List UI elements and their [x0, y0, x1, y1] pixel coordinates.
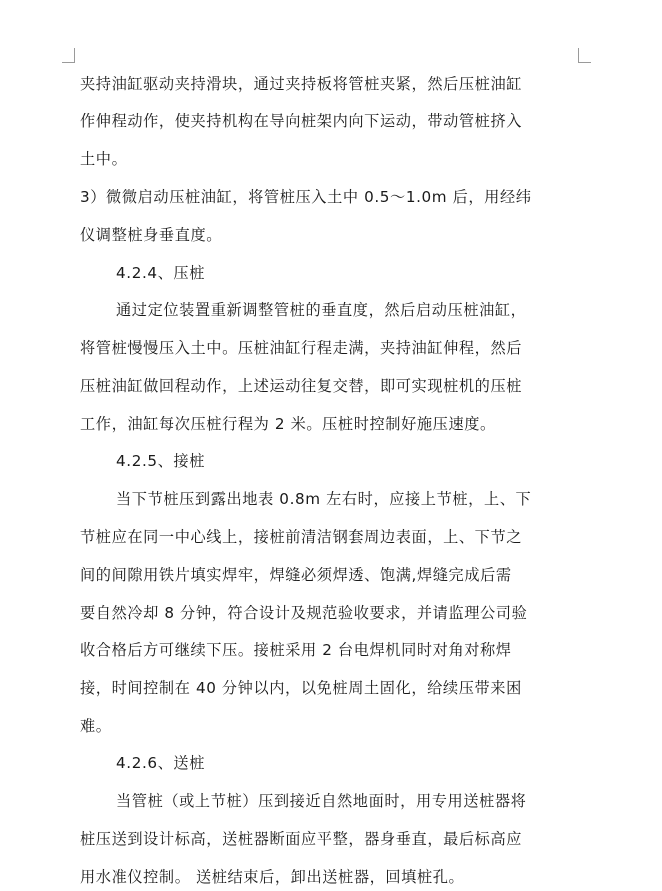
crop-mark-top-left	[62, 48, 75, 63]
paragraph-first-line: 当下节桩压到露出地表 0.8m 左右时，应接上节桩，上、下	[116, 490, 532, 508]
body-line: 仪调整桩身垂直度。	[80, 226, 223, 244]
body-line: 收合格后方可继续下压。接桩采用 2 台电焊机同时对角对称焊	[80, 641, 512, 659]
section-heading: 4.2.6、送桩	[116, 754, 206, 772]
body-line: 土中。	[80, 150, 128, 168]
paragraph-first-line: 当管桩（或上节桩）压到接近自然地面时，用专用送桩器将	[116, 792, 527, 810]
section-heading: 4.2.4、压桩	[116, 264, 206, 282]
body-line: 节桩应在同一中心线上，接桩前清洁钢套周边表面，上、下节之	[80, 528, 523, 546]
body-line: 难。	[80, 717, 112, 735]
body-line: 接，时间控制在 40 分钟以内，以免桩周土固化，给续压带来困	[80, 679, 522, 697]
body-line: 压桩油缸做回程动作，上述运动往复交替，即可实现桩机的压桩	[80, 377, 523, 395]
body-line: 工作，油缸每次压桩行程为 2 米。压桩时控制好施压速度。	[80, 415, 496, 433]
body-line: 桩压送到设计标高，送桩器断面应平整，器身垂直，最后标高应	[80, 830, 523, 848]
body-line: 要自然冷却 8 分钟，符合设计及规范验收要求，并请监理公司验	[80, 604, 528, 622]
body-line: 夹持油缸驱动夹持滑块，通过夹持板将管桩夹紧，然后压桩油缸	[80, 75, 523, 93]
list-item: 3）微微启动压桩油缸，将管桩压入土中 0.5～1.0m 后，用经纬	[80, 188, 532, 206]
crop-mark-top-right	[578, 48, 591, 63]
body-line: 作伸程动作，使夹持机构在导向桩架内向下运动，带动管桩挤入	[80, 112, 523, 130]
paragraph-first-line: 通过定位装置重新调整管桩的垂直度，然后启动压桩油缸，	[116, 301, 527, 319]
body-line: 将管桩慢慢压入土中。压桩油缸行程走满，夹持油缸伸程，然后	[80, 339, 523, 357]
section-heading: 4.2.5、接桩	[116, 452, 206, 470]
body-line: 用水准仪控制。 送桩结束后，卸出送桩器，回填桩孔。	[80, 868, 465, 886]
body-line: 间的间隙用铁片填实焊牢，焊缝必须焊透、饱满,焊缝完成后需	[80, 566, 512, 584]
